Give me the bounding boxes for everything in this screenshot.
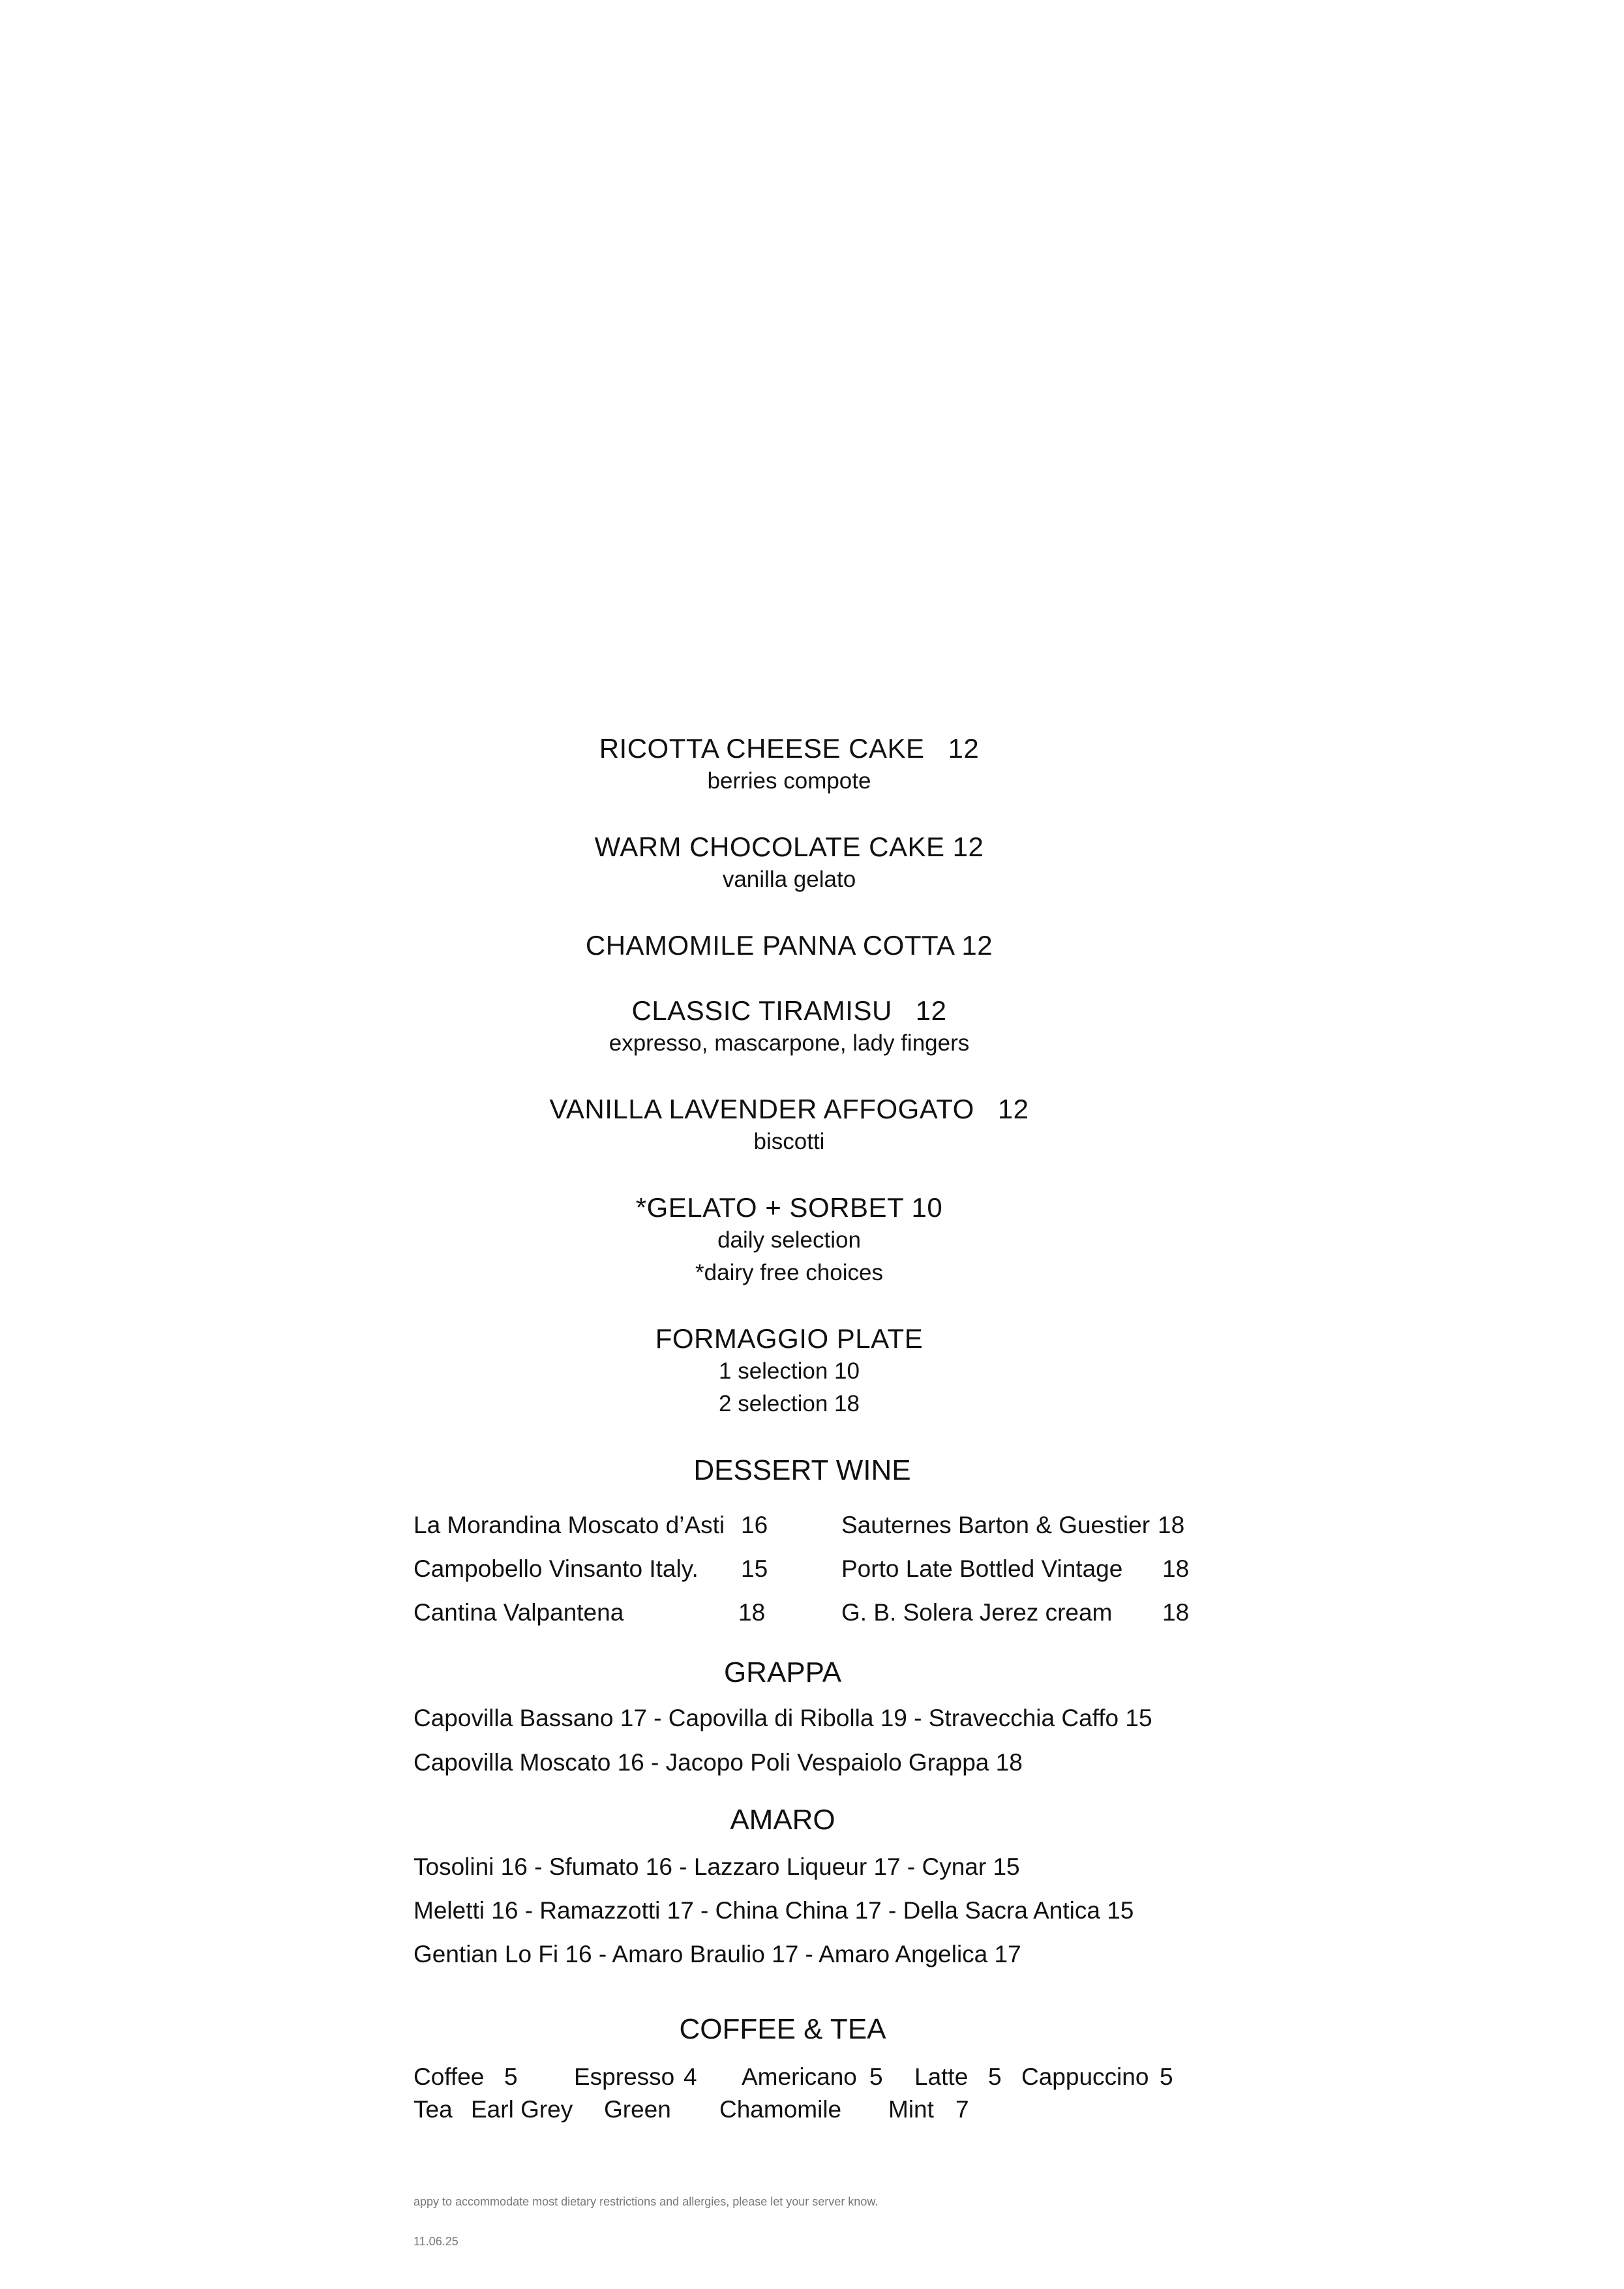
dessert-item-description: biscotti — [753, 1129, 825, 1154]
dessert-item-name: CLASSIC TIRAMISU 12 — [631, 995, 947, 1026]
coffee-item-price: 5 — [988, 2063, 1002, 2090]
tea-item-name: Tea — [414, 2096, 453, 2123]
dessert-item-description: 2 selection 18 — [719, 1391, 860, 1416]
tea-item-name: Earl Grey — [471, 2096, 573, 2123]
dessert-item-description: berries compote — [707, 768, 871, 794]
wine-item-name: La Morandina Moscato d’Asti — [414, 1512, 725, 1538]
coffee-item-name: Cappuccino — [1021, 2063, 1149, 2090]
dessert-item-description: daily selection — [717, 1227, 861, 1253]
section-title-coffee-tea: COFFEE & TEA — [679, 2013, 886, 2045]
section-title-grappa: GRAPPA — [723, 1656, 842, 1688]
wine-item-price: 18 — [1162, 1599, 1190, 1626]
coffee-item-name: Latte — [914, 2063, 969, 2090]
dessert-item-name: CHAMOMILE PANNA COTTA 12 — [585, 930, 993, 961]
grappa-line: Capovilla Bassano 17 - Capovilla di Ribolla 19 - Stravecchia Caffo 15 — [414, 1705, 1152, 1731]
menu-date: 11.06.25 — [414, 2235, 459, 2248]
coffee-item-name: Espresso — [574, 2063, 675, 2090]
tea-item-name: Mint — [888, 2096, 934, 2123]
dessert-item-description: vanilla gelato — [722, 867, 856, 892]
dietary-note: appy to accommodate most dietary restrictions and allergies, please let your server know. — [414, 2195, 879, 2208]
amaro-line: Gentian Lo Fi 16 - Amaro Braulio 17 - Amaro Angelica 17 — [414, 1941, 1021, 1967]
dessert-item-description: expresso, mascarpone, lady fingers — [609, 1030, 970, 1056]
coffee-item-name: Americano — [742, 2063, 857, 2090]
amaro-line: Meletti 16 - Ramazzotti 17 - China China 17 - Della Sacra Antica 15 — [414, 1897, 1134, 1924]
wine-item-price: 18 — [1158, 1512, 1185, 1538]
dessert-item-name: RICOTTA CHEESE CAKE 12 — [599, 733, 980, 764]
wine-item-price: 18 — [1162, 1555, 1190, 1582]
tea-item-name: Green — [604, 2096, 671, 2123]
coffee-item-price: 5 — [504, 2063, 518, 2090]
coffee-item-price: 4 — [684, 2063, 697, 2090]
wine-item-price: 16 — [741, 1512, 768, 1538]
section-title-amaro: AMARO — [730, 1804, 835, 1836]
coffee-item-price: 5 — [1160, 2063, 1173, 2090]
dessert-item-name: FORMAGGIO PLATE — [655, 1323, 924, 1354]
section-title-dessert-wine: DESSERT WINE — [693, 1454, 911, 1486]
tea-item-price: 7 — [955, 2096, 969, 2123]
wine-item-name: Porto Late Bottled Vintage — [841, 1555, 1123, 1582]
wine-item-name: Sauternes Barton & Guestier — [841, 1512, 1150, 1538]
amaro-line: Tosolini 16 - Sfumato 16 - Lazzaro Liqueur 17 - Cynar 15 — [414, 1853, 1020, 1880]
dessert-item-description: *dairy free choices — [695, 1260, 883, 1285]
grappa-line: Capovilla Moscato 16 - Jacopo Poli Vespaiolo Grappa 18 — [414, 1749, 1023, 1776]
wine-item-name: Campobello Vinsanto Italy. — [414, 1555, 699, 1582]
dessert-item-description: 1 selection 10 — [719, 1358, 860, 1384]
dessert-item-name: VANILLA LAVENDER AFFOGATO 12 — [549, 1094, 1029, 1124]
dessert-item-name: *GELATO + SORBET 10 — [635, 1192, 943, 1223]
tea-item-name: Chamomile — [719, 2096, 842, 2123]
wine-item-name: Cantina Valpantena — [414, 1599, 624, 1626]
wine-item-price: 18 — [738, 1599, 766, 1626]
coffee-item-price: 5 — [869, 2063, 883, 2090]
coffee-item-name: Coffee — [414, 2063, 485, 2090]
wine-item-price: 15 — [741, 1555, 768, 1582]
dessert-item-name: WARM CHOCOLATE CAKE 12 — [594, 831, 984, 862]
wine-item-name: G. B. Solera Jerez cream — [841, 1599, 1113, 1626]
